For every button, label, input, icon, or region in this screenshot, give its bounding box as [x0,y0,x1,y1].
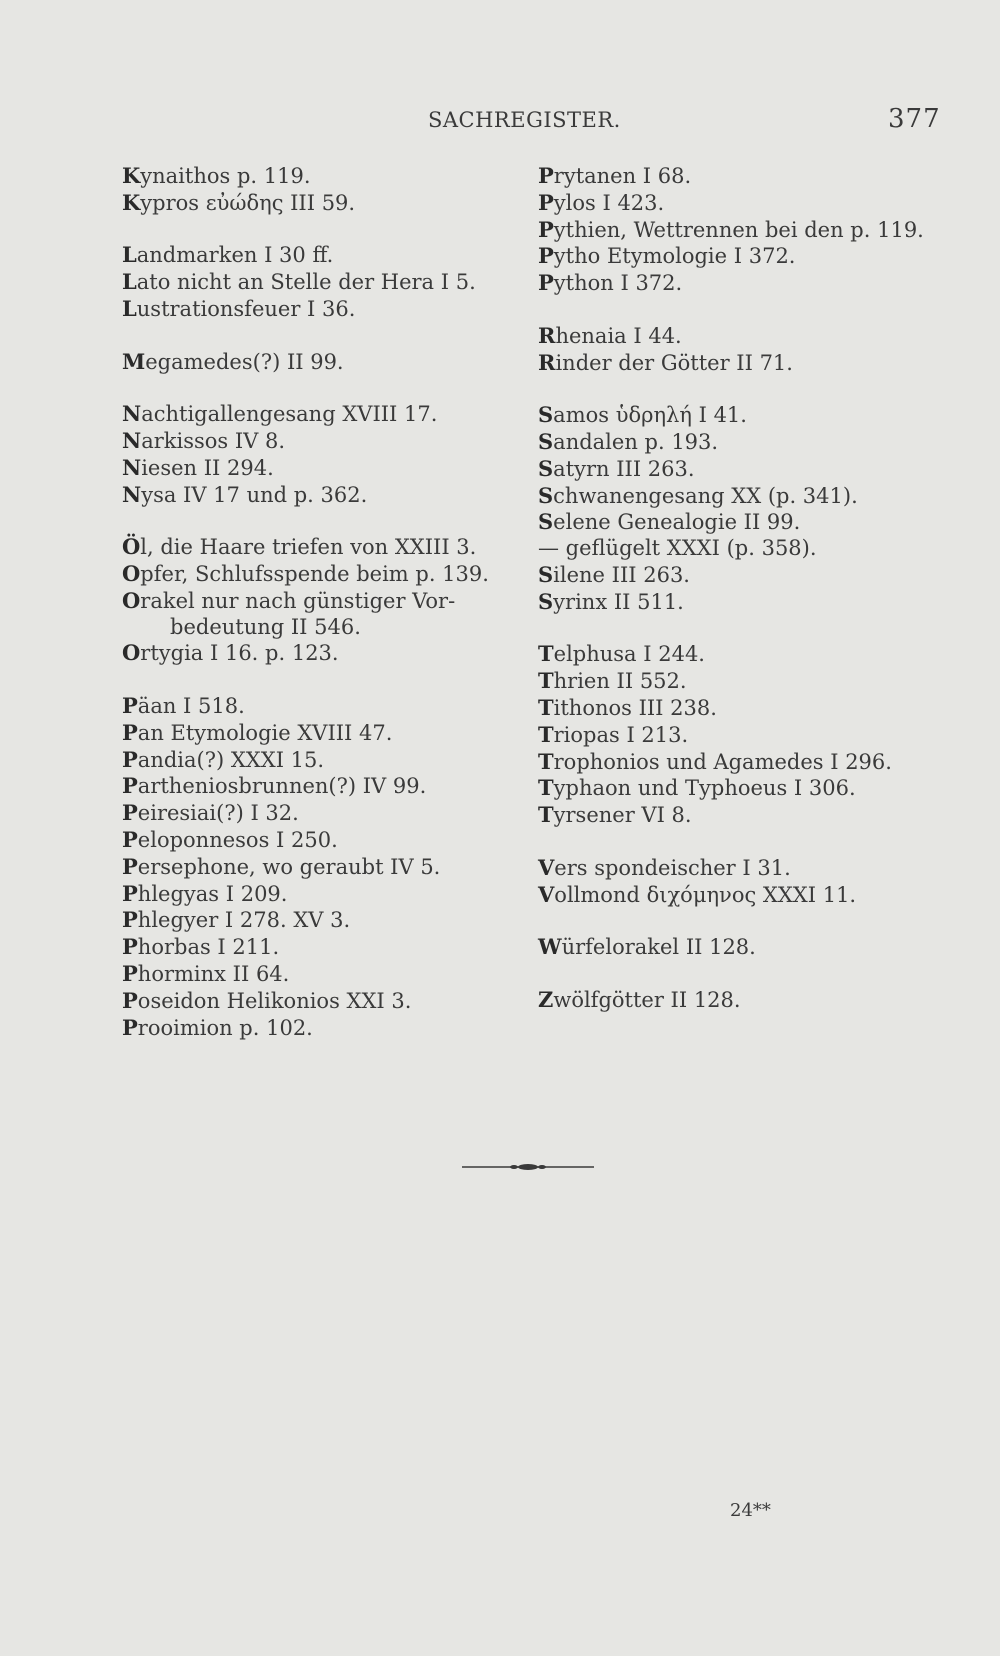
entry-text: ato nicht an Stelle der Hera I 5. [136,270,476,295]
index-entry [538,270,968,297]
entry-text: ynaithos p. 119. [140,164,311,188]
entry-text: ylos I 423. [553,190,665,215]
entry-initial: N [122,481,142,507]
index-entry [122,934,532,961]
entry-text: andmarken I 30 ff. [136,243,334,268]
index-entry [538,695,968,722]
entry-text: hrien II 552. [553,669,687,694]
index-entry [122,296,532,323]
entry-text: rtygia I 16. p. 123. [140,641,339,666]
entry-initial: T [538,775,554,801]
entry-initial: O [122,560,141,586]
entry-initial: Ö [122,534,141,560]
index-entry [538,934,968,961]
entry-initial: L [122,269,137,295]
index-entry [122,800,532,827]
entry-text: horminx II 64. [137,961,290,986]
entry-initial: P [122,692,138,718]
index-entry [122,401,532,428]
index-entry [122,534,532,561]
entry-initial: P [538,189,554,215]
entry-initial: V [538,854,555,880]
entry-initial: P [122,880,138,906]
entry-initial: Z [538,986,554,1012]
page-header-title: SACHREGISTER. [428,108,621,132]
entry-initial: T [538,668,554,694]
entry-initial: T [538,641,554,667]
index-entry [122,961,532,988]
entry-initial: S [538,402,554,428]
entry-initial: P [122,907,138,933]
entry-initial: N [122,427,142,453]
entry-initial: P [538,270,554,296]
entry-initial: O [122,640,141,666]
entry-text: hlegyer I 278. XV 3. [137,908,351,933]
index-entry [538,429,968,456]
entry-text: yrsener VI 8. [553,803,692,828]
entry-text: rophonios und Agamedes I 296. [553,749,892,774]
index-entry [538,882,968,909]
entry-text: yrinx II 511. [553,589,684,614]
index-entry [122,163,532,190]
index-entry [538,350,968,377]
index-entry [122,773,532,800]
index-entry [122,561,532,588]
index-entry [122,455,532,482]
entry-initial: L [122,295,137,321]
entry-text: inder der Götter II 71. [555,350,793,375]
entry-text: ysa IV 17 und p. 362. [141,482,368,507]
entry-text: henaia I 44. [555,323,682,348]
entry-initial: O [122,587,141,613]
entry-text: eiresiai(?) I 32. [137,801,299,826]
index-entry [538,163,968,190]
entry-initial: P [122,826,138,852]
entry-initial: P [122,960,138,986]
index-entry [122,747,532,774]
index-entry [538,668,968,695]
entry-text: ypros εὐώδης III 59. [140,190,356,215]
entry-text: ythien, Wettrennen bei den p. 119. [553,217,924,242]
entry-initial: S [538,482,554,508]
index-entry [538,456,968,483]
entry-initial: P [122,1014,138,1040]
entry-initial: P [122,853,138,879]
index-entry [538,855,968,882]
entry-text: ytho Etymologie I 372. [553,244,796,269]
entry-text: horbas I 211. [137,935,280,960]
index-entry [538,589,968,616]
entry-text: rakel nur nach günstiger Vor- [140,588,456,613]
entry-text: rooimion p. 102. [137,1015,313,1040]
entry-text: andalen p. 193. [553,429,719,454]
entry-initial: P [122,987,138,1013]
entry-initial: L [122,242,137,268]
index-left-column [122,163,532,1041]
entry-text: hlegyas I 209. [137,881,288,906]
entry-text: artheniosbrunnen(?) IV 99. [137,774,427,799]
index-entry [122,720,532,747]
index-entry [538,775,968,802]
index-entry [538,190,968,217]
entry-initial: S [538,509,554,535]
entry-text: ers spondeischer I 31. [554,855,791,880]
index-entry [122,693,532,720]
entry-text: äan I 518. [137,693,245,718]
entry-initial: N [122,454,142,480]
entry-initial: P [122,773,138,799]
entry-initial: P [538,243,554,269]
index-entry [122,854,532,881]
entry-initial: P [122,719,138,745]
entry-initial: P [122,746,138,772]
index-entry [538,987,968,1014]
index-entry [538,536,968,562]
entry-initial: T [538,748,554,774]
entry-initial: K [122,163,141,188]
entry-text: ython I 372. [553,271,683,296]
entry-text: eloponnesos I 250. [137,827,338,852]
entry-text: atyrn III 263. [553,456,695,481]
entry-initial: R [538,322,556,348]
entry-initial: S [538,588,554,614]
entry-initial: P [538,163,554,188]
entry-initial: S [538,561,554,587]
entry-initial: W [538,934,562,960]
index-entry [122,242,532,269]
entry-initial: P [122,800,138,826]
entry-text: riopas I 213. [553,722,689,747]
entry-text: arkissos IV 8. [141,428,286,453]
printer-signature: 24** [730,1500,771,1521]
index-entry [122,190,532,217]
ornamental-divider [462,1160,594,1174]
entry-text: egamedes(?) II 99. [145,349,344,374]
entry-initial: N [122,401,142,427]
index-entry [538,243,968,270]
entry-text: — geflügelt XXXI (p. 358). [538,536,817,561]
index-entry [122,827,532,854]
entry-text: ersephone, wo geraubt IV 5. [137,854,441,879]
entry-text: bedeutung II 546. [170,614,361,639]
entry-text: achtigallengesang XVIII 17. [141,402,438,427]
index-entry [122,588,532,615]
entry-text: rytanen I 68. [553,164,692,188]
index-entry [122,615,532,641]
entry-initial: K [122,189,141,215]
entry-text: oseidon Helikonios XXI 3. [137,988,412,1013]
index-entry [538,562,968,589]
entry-text: ilene III 263. [553,562,690,587]
index-entry [122,907,532,934]
entry-initial: T [538,802,554,828]
entry-initial: T [538,694,554,720]
index-entry [122,640,532,667]
index-entry [122,482,532,509]
index-entry [538,802,968,829]
entry-initial: V [538,881,555,907]
entry-text: ürfelorakel II 128. [561,935,756,960]
index-entry [538,402,968,429]
entry-text: yphaon und Typhoeus I 306. [553,776,856,801]
index-entry [538,483,968,510]
index-entry [538,323,968,350]
entry-text: amos ὑδρηλή I 41. [553,403,747,428]
index-entry [122,988,532,1015]
page-number: 377 [888,104,941,134]
entry-initial: P [122,934,138,960]
entry-text: ustrationsfeuer I 36. [136,296,356,321]
index-entry [538,217,968,244]
entry-text: ithonos III 238. [553,695,717,720]
entry-initial: S [538,428,554,454]
entry-initial: T [538,721,554,747]
index-entry [538,749,968,776]
index-entry [538,722,968,749]
entry-initial: R [538,349,556,375]
entry-text: andia(?) XXXI 15. [137,747,325,772]
entry-text: elphusa I 244. [553,642,705,667]
entry-initial: M [122,348,146,374]
index-entry [122,428,532,455]
index-entry [122,349,532,376]
index-entry [538,641,968,668]
entry-text: ollmond διχόμηνος XXXI 11. [554,882,857,907]
index-entry [122,881,532,908]
index-entry [538,509,968,536]
index-entry [122,1015,532,1042]
index-right-column [538,163,968,1014]
entry-initial: S [538,455,554,481]
entry-text: wölfgötter II 128. [553,987,741,1012]
entry-text: chwanengesang XX (p. 341). [553,483,858,508]
entry-text: l, die Haare triefen von XXIII 3. [140,535,477,560]
entry-initial: P [538,216,554,242]
entry-text: elene Genealogie II 99. [553,510,801,535]
entry-text: iesen II 294. [141,455,274,480]
index-entry [122,269,532,296]
entry-text: an Etymologie XVIII 47. [137,720,393,745]
entry-text: pfer, Schlufsspende beim p. 139. [140,561,489,586]
